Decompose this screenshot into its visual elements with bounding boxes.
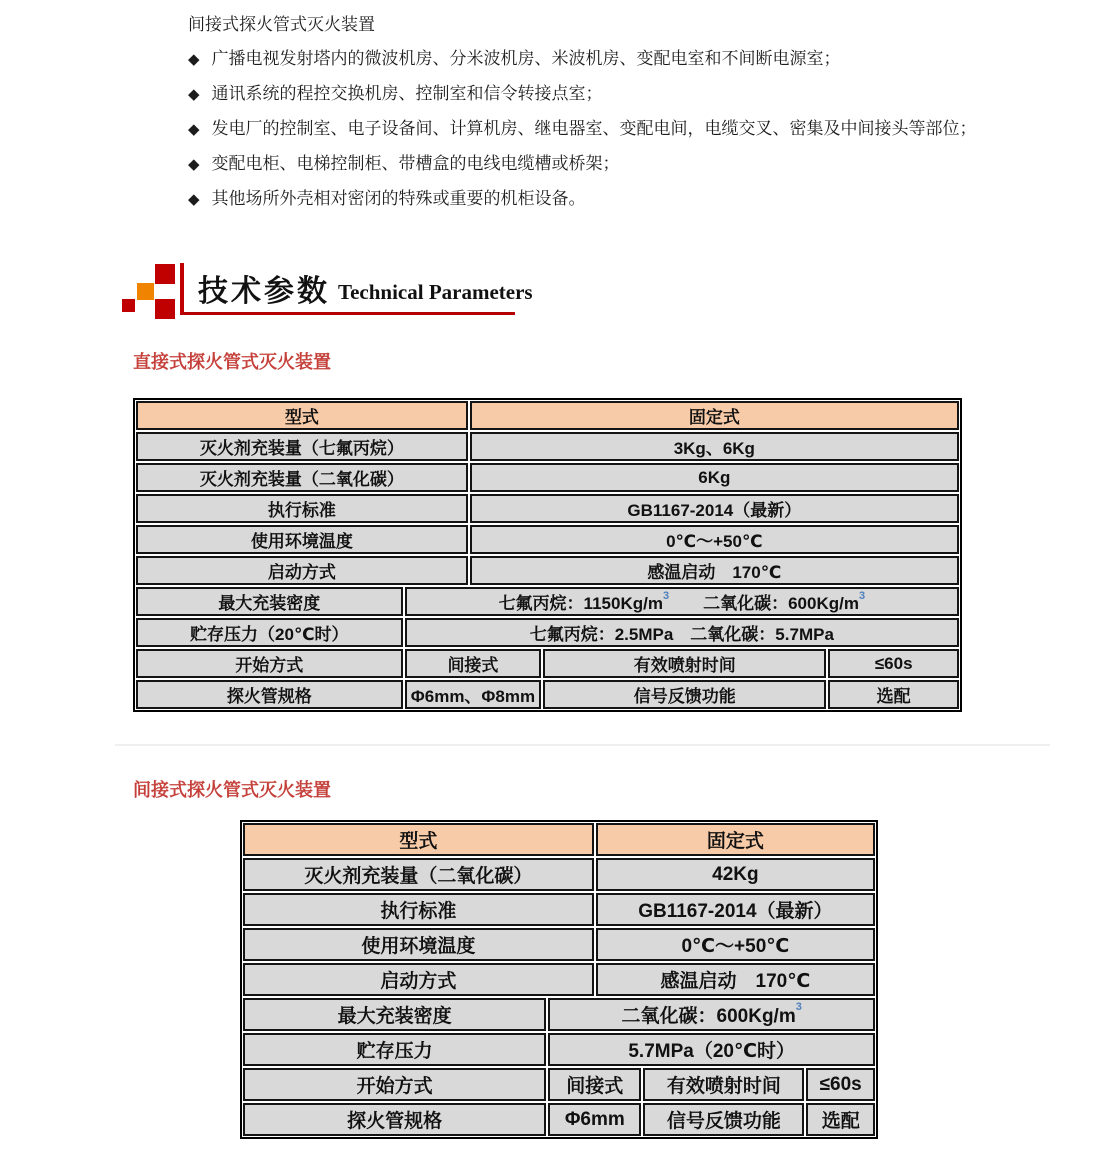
bullet-item	[133, 79, 1015, 109]
param-label-cell: 灭火剂充装量（二氧化碳）	[136, 463, 468, 492]
section-underline	[182, 312, 515, 315]
param-value-cell: ≤60s	[828, 649, 959, 678]
logo-square-icon	[122, 299, 135, 312]
diamond-bullet-icon: ◆	[188, 86, 200, 103]
table-row	[136, 432, 959, 461]
param-value-cell	[405, 587, 959, 616]
param-label-cell: 有效喷射时间	[643, 1068, 804, 1101]
param-label-cell: 使用环境温度	[243, 928, 594, 961]
param-label-cell: 启动方式	[136, 556, 468, 585]
table-row	[136, 680, 959, 709]
intro-title: 间接式探火管式灭火装置	[188, 15, 375, 34]
table-row	[136, 618, 959, 647]
diamond-bullet-icon: ◆	[188, 156, 200, 173]
section-title-en: Technical Parameters	[338, 280, 533, 304]
param-value-cell: 选配	[806, 1103, 875, 1136]
table-row	[243, 963, 875, 996]
param-label-cell: 最大充装密度	[136, 587, 403, 616]
param-value-cell: Φ6mm、Φ8mm	[405, 680, 542, 709]
param-value-cell: 42Kg	[596, 858, 875, 891]
param-label-cell: 开始方式	[136, 649, 403, 678]
table-header-cell: 固定式	[470, 401, 959, 430]
table-header-cell: 型式	[136, 401, 468, 430]
logo-square-icon	[155, 264, 175, 284]
diamond-bullet-icon: ◆	[188, 51, 200, 68]
superscript-3: 3	[858, 590, 866, 602]
param-label-cell: 执行标准	[136, 494, 468, 523]
table-direct-type	[133, 398, 962, 712]
table-row	[243, 1103, 875, 1136]
table1-caption: 直接式探火管式灭火装置	[133, 352, 331, 372]
logo-square-icon	[137, 283, 154, 300]
param-value-cell: GB1167-2014（最新）	[470, 494, 959, 523]
param-value-cell: Φ6mm	[548, 1103, 641, 1136]
param-label-cell: 灭火剂充装量（七氟丙烷）	[136, 432, 468, 461]
table-header-cell: 固定式	[596, 823, 875, 856]
density-value-1: 七氟丙烷：1150Kg/m	[498, 594, 663, 613]
section-header	[120, 260, 680, 322]
table2-caption: 间接式探火管式灭火装置	[133, 780, 331, 800]
param-value-cell: 0℃～+50℃	[470, 525, 959, 554]
density-value-1: 二氧化碳：600Kg/m	[621, 1006, 796, 1027]
table-row	[136, 525, 959, 554]
param-value-cell: 感温启动 170℃	[470, 556, 959, 585]
param-value-cell: 七氟丙烷：2.5MPa 二氧化碳：5.7MPa	[405, 618, 959, 647]
param-label-cell: 探火管规格	[136, 680, 403, 709]
table-row	[136, 649, 959, 678]
param-label-cell: 信号反馈功能	[543, 680, 826, 709]
param-value-cell: 选配	[828, 680, 959, 709]
diamond-bullet-icon: ◆	[188, 191, 200, 208]
table-row	[136, 587, 959, 616]
param-value-cell: 5.7MPa（20℃时）	[548, 1033, 875, 1066]
bullet-text: 其他场所外壳相对密闭的特殊或重要的机柜设备。	[211, 189, 586, 208]
param-value-cell: 3Kg、6Kg	[470, 432, 959, 461]
param-value-cell: 间接式	[405, 649, 542, 678]
param-label-cell: 贮存压力（20℃时）	[136, 618, 403, 647]
table-row	[243, 858, 875, 891]
param-label-cell: 贮存压力	[243, 1033, 546, 1066]
param-value-cell: 间接式	[548, 1068, 641, 1101]
table-header-row	[243, 823, 875, 856]
intro-section	[0, 10, 1015, 214]
param-label-cell: 灭火剂充装量（二氧化碳）	[243, 858, 594, 891]
bullet-item	[133, 114, 1015, 144]
superscript-3: 3	[795, 1001, 802, 1013]
param-label-cell: 探火管规格	[243, 1103, 546, 1136]
section-divider	[115, 744, 1050, 746]
table-row	[243, 1068, 875, 1101]
superscript-3: 3	[662, 590, 670, 602]
bullet-item	[133, 184, 1015, 214]
param-label-cell: 使用环境温度	[136, 525, 468, 554]
table-row	[136, 556, 959, 585]
diamond-bullet-icon: ◆	[188, 121, 200, 138]
logo-vertical-bar	[180, 263, 184, 315]
table-row	[243, 1033, 875, 1066]
bullet-text: 广播电视发射塔内的微波机房、分米波机房、米波机房、变配电室和不间断电源室；	[211, 49, 841, 68]
bullet-text: 通讯系统的程控交换机房、控制室和信令转接点室；	[211, 84, 603, 103]
param-label-cell: 信号反馈功能	[643, 1103, 804, 1136]
param-value-cell: 0℃～+50℃	[596, 928, 875, 961]
table-row	[243, 893, 875, 926]
table-row	[136, 463, 959, 492]
section-title-zh: 技术参数	[198, 275, 330, 308]
param-label-cell: 最大充装密度	[243, 998, 546, 1031]
table-header-cell: 型式	[243, 823, 594, 856]
table-row	[243, 928, 875, 961]
logo-square-icon	[155, 299, 175, 319]
table-row	[136, 494, 959, 523]
table-indirect-type	[240, 820, 878, 1139]
bullet-text: 发电厂的控制室、电子设备间、计算机房、继电器室、变配电间，电缆交叉、密集及中间接头等部位；	[211, 119, 977, 138]
param-label-cell: 开始方式	[243, 1068, 546, 1101]
param-value-cell	[548, 998, 875, 1031]
bullet-item	[133, 149, 1015, 179]
param-label-cell: 启动方式	[243, 963, 594, 996]
param-value-cell: 感温启动 170℃	[596, 963, 875, 996]
param-value-cell: GB1167-2014（最新）	[596, 893, 875, 926]
param-value-cell: ≤60s	[806, 1068, 875, 1101]
bullet-text: 变配电柜、电梯控制柜、带槽盒的电线电缆槽或桥架；	[211, 154, 620, 173]
param-value-cell: 6Kg	[470, 463, 959, 492]
density-value-2: 二氧化碳：600Kg/m	[703, 594, 859, 613]
table-row	[243, 998, 875, 1031]
table-header-row	[136, 401, 959, 430]
param-label-cell: 有效喷射时间	[543, 649, 826, 678]
param-label-cell: 执行标准	[243, 893, 594, 926]
bullet-item	[133, 44, 1015, 74]
